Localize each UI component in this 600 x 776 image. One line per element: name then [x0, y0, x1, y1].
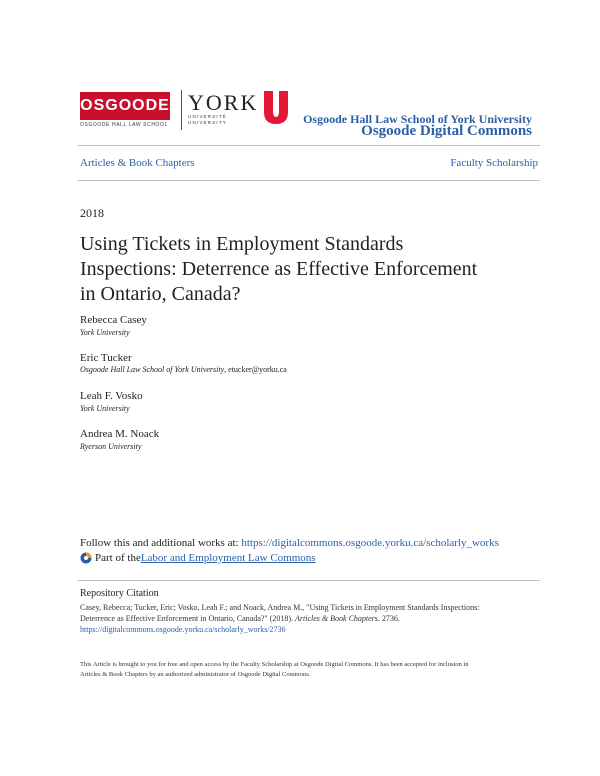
osgoode-logo-text: OSGOODE: [80, 92, 170, 120]
nav-divider: [78, 180, 540, 181]
title-line-3: in Ontario, Canada?: [80, 283, 241, 305]
access-notice: [80, 660, 532, 680]
nav-articles-link[interactable]: Articles & Book Chapters: [80, 157, 195, 169]
repository-citation-heading: Repository Citation: [80, 588, 159, 599]
author-affiliation: York University: [80, 404, 130, 413]
labor-employment-law-commons-link[interactable]: Labor and Employment Law Commons: [140, 552, 316, 564]
institution-name[interactable]: Osgoode Hall Law School of York University: [303, 112, 532, 126]
digital-commons-network-icon: [80, 552, 92, 564]
osgoode-logo: [80, 92, 170, 130]
york-logo-subtitle-en: UNIVERSITY: [188, 120, 228, 125]
repository-name[interactable]: Osgoode Digital Commons: [361, 123, 532, 139]
author-affiliation: Ryerson University: [80, 442, 142, 451]
publication-year: 2018: [80, 206, 104, 220]
header-divider: [78, 145, 540, 146]
york-logo-subtitle-fr: UNIVERSITÉ: [188, 114, 228, 119]
access-notice-line-2: Articles & Book Chapters by an authorized administrator of Osgoode Digital Commons.: [80, 671, 311, 678]
logo-divider: [181, 90, 182, 130]
author-name: Leah F. Vosko: [80, 390, 143, 402]
york-u-logo-icon: [262, 91, 290, 125]
author-name: Eric Tucker: [80, 352, 132, 364]
access-notice-line-1: This Article is brought to you for free and open access by the Faculty Scholarship at Osgoode Digital Commons. It has been accepted for inclusion in: [80, 661, 469, 668]
author-affiliation: York University: [80, 328, 130, 337]
citation-line-2-pre: Deterrence as Effective Enforcement in Ontario, Canada?" (2018).: [80, 614, 296, 623]
citation-line-1: Casey, Rebecca; Tucker, Eric; Vosko, Leah F.; and Noack, Andrea M., "Using Tickets in Employment Standards Inspections:: [80, 603, 480, 612]
citation-line-2-post: . 2736.: [377, 614, 400, 623]
nav-faculty-scholarship-link[interactable]: Faculty Scholarship: [450, 157, 538, 169]
citation-series: Articles & Book Chapters: [295, 614, 378, 623]
citation-text: [80, 602, 530, 635]
part-of-label: Part of the: [95, 552, 141, 564]
york-logo-text: YORK: [188, 90, 259, 115]
title-line-2: Inspections: Deterrence as Effective Enforcement: [80, 258, 478, 280]
document-title: [80, 232, 520, 307]
follow-label: Follow this and additional works at:: [80, 537, 242, 549]
part-of-line: [80, 552, 316, 564]
follow-url-link[interactable]: https://digitalcommons.osgoode.yorku.ca/scholarly_works: [241, 537, 499, 549]
osgoode-logo-subtitle: OSGOODE HALL LAW SCHOOL: [80, 122, 168, 128]
follow-line: [80, 537, 499, 549]
affiliation-text: Osgoode Hall Law School of York University: [80, 365, 225, 374]
author-name: Andrea M. Noack: [80, 428, 160, 440]
citation-url-link[interactable]: https://digitalcommons.osgoode.yorku.ca/scholarly_works/2736: [80, 625, 286, 634]
title-line-1: Using Tickets in Employment Standards: [80, 233, 404, 255]
author-name: Rebecca Casey: [80, 314, 147, 326]
author-affiliation: [80, 365, 287, 374]
citation-divider: [78, 580, 540, 581]
author-email[interactable]: , etucker@yorku.ca: [224, 365, 287, 374]
